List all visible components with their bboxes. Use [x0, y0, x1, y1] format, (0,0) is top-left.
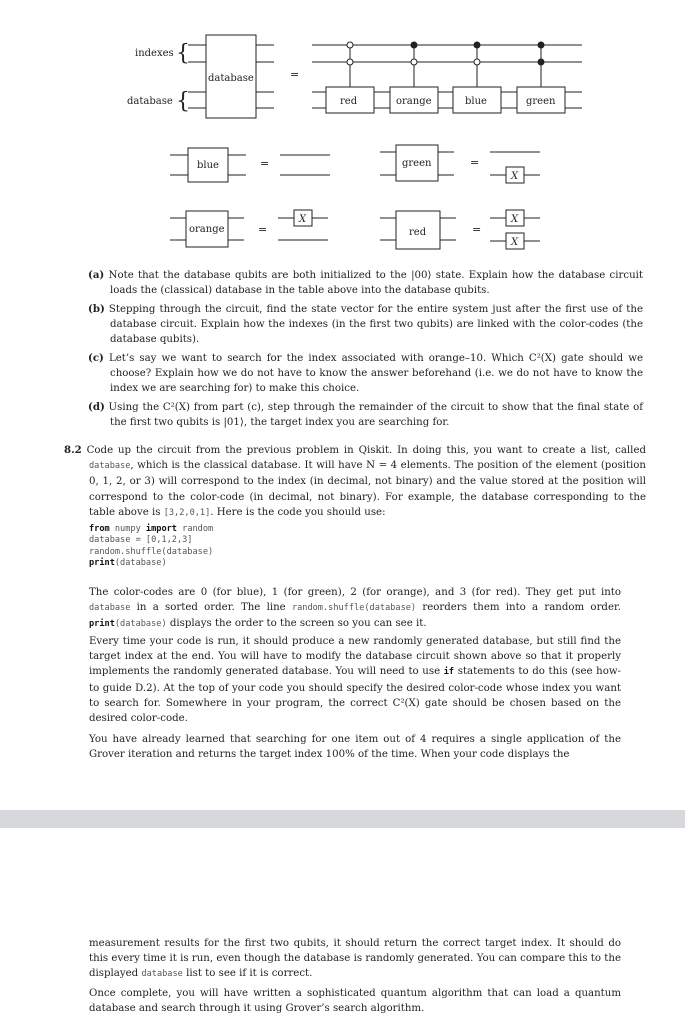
p3-code-if: if — [443, 667, 455, 678]
question-a-label: (a) — [88, 269, 105, 281]
x-gate-red-2-label: X — [511, 237, 519, 248]
problem-paragraph-3 — [89, 634, 621, 726]
brace-indexes: { — [176, 41, 190, 66]
code-module: numpy — [109, 524, 146, 534]
brace-database: { — [176, 89, 190, 114]
x-gate-green-label: X — [511, 171, 519, 182]
question-a — [88, 268, 643, 298]
blue-box-label: blue — [197, 160, 219, 171]
problem-text-1c: . Here is the code you should use: — [210, 506, 386, 518]
code-list-example: [3,2,0,1] — [163, 507, 211, 518]
code-kw-import: import — [145, 524, 177, 534]
equals-green: = — [470, 156, 480, 169]
x-gate-orange-label: X — [299, 214, 307, 225]
question-d-text: Using the C²(X) from part (c), step through the remainder of the circuit to show that the final state of the first two qubits is |01⟩, the target index you are searching for. — [108, 402, 643, 429]
question-d — [88, 400, 643, 430]
p6-text: Once complete, you will have written a sophisticated quantum algorithm that can load a quantum database and search through it using Grover’s search algorithm. — [89, 988, 621, 1015]
p2-text-a: The color-codes are 0 (for blue), 1 (for green), 2 (for orange), and 3 (for red). They get put into — [89, 587, 621, 598]
page-2 — [0, 828, 685, 1024]
equals-orange: = — [258, 223, 268, 236]
p5-code-database: database — [141, 969, 183, 980]
database-box-label: database — [208, 73, 254, 84]
p2-code-database: database — [89, 603, 131, 614]
p2-text-c: reorders them into a random order. — [422, 602, 621, 614]
problem-paragraph-4 — [89, 732, 621, 762]
problem-text-1a: Code up the circuit from the previous problem in Qiskit. In doing this, you want to create a list, called — [86, 445, 646, 456]
p4-text: You have already learned that searching for one item out of 4 requires a single application of the Grover iteration and returns the target index 100% of the time. When your code displays the — [89, 734, 621, 761]
red-box-label: red — [409, 227, 427, 238]
problem-text-1b: , which is the classical database. It will have N = 4 elements. The position of the element (position 0, 1, 2, or 3) will correspond to the index (in decimal, not binary) and the value stored at the position will correspond to the color-code (in decimal, not binary). For example, the database corresponding to the table above is — [89, 460, 646, 518]
question-c-label: (c) — [88, 352, 104, 364]
equals-blue: = — [260, 157, 270, 170]
gate-green-label: green — [526, 96, 556, 107]
equals-main: = — [290, 68, 300, 81]
orange-box-label: orange — [189, 224, 225, 235]
p2-code-shuffle: random.shuffle(database) — [291, 603, 417, 614]
p2-code-print-arg: (database) — [114, 619, 167, 630]
question-a-text: Note that the database qubits are both initialized to the |00⟩ state. Explain how the database circuit loads the (classical) database in the table above into the database qubits. — [108, 270, 643, 297]
gate-blue-label: blue — [465, 96, 487, 107]
x-gate-red-1-label: X — [511, 214, 519, 225]
problem-paragraph-2 — [89, 585, 621, 633]
gate-orange-label: orange — [396, 96, 432, 107]
question-b — [88, 302, 643, 348]
p5-text-a: measurement results for the first two qubits, it should return the correct target index. It should do this every time it is run, even though the database is randomly generated. You can compare this to the displayed — [89, 938, 621, 980]
gate-red-label: red — [340, 96, 358, 107]
page-gap — [0, 810, 685, 828]
code-random: random — [176, 524, 214, 534]
p3-text-b: statements to do this (see how-to guide D.2). At the top of your code you should specify the desired color-code whose index you want to search for. Somewhere in your program, the correct C²(X) gate should be chosen based on the desired color-code. — [89, 666, 621, 725]
indexes-label: indexes — [135, 48, 174, 59]
circuit-figure — [0, 0, 685, 265]
question-c-text: Let’s say we want to search for the index associated with orange–10. Which C²(X) gate should we choose? Explain how we do not have to know the answer beforehand (i.e. we do not have to know the index we are searching for) to make this choice. — [108, 353, 643, 395]
p3-text-a: Every time your code is run, it should produce a new randomly generated database, but still find the target index at the end. You will have to modify the database circuit shown above so that it properly implements the randomly generated database. You will need to use — [89, 636, 621, 678]
question-b-label: (b) — [88, 303, 105, 315]
code-database-1: database — [89, 461, 131, 472]
code-line-2: database = [0,1,2,3] — [89, 535, 193, 546]
code-kw-from: from — [89, 524, 110, 534]
p2-code-print: print — [89, 619, 115, 630]
p2-text-d: displays the order to the screen so you can see it. — [169, 618, 427, 630]
problem-paragraph-5 — [89, 936, 621, 983]
p5-text-b: list to see if it is correct. — [186, 968, 313, 980]
green-box-label: green — [402, 158, 432, 169]
database-label: database — [127, 96, 173, 107]
p2-text-b: in a sorted order. The line — [136, 602, 286, 614]
equals-red: = — [472, 223, 482, 236]
question-b-text: Stepping through the circuit, find the state vector for the entire system just after the first use of the database circuit. Explain how the indexes (in the first two qubits) are linked with the color-codes (the database qubits). — [108, 304, 643, 346]
code-line-3: random.shuffle(database) — [89, 546, 214, 557]
question-d-label: (d) — [88, 401, 105, 413]
question-c — [88, 351, 643, 397]
code-kw-print: print — [89, 558, 115, 569]
problem-paragraph-6 — [89, 986, 621, 1016]
problem-number: 8.2 — [64, 444, 82, 456]
code-block — [89, 524, 213, 570]
problem-8-2-intro — [64, 443, 646, 521]
code-line-4-rest: (database) — [114, 558, 167, 569]
